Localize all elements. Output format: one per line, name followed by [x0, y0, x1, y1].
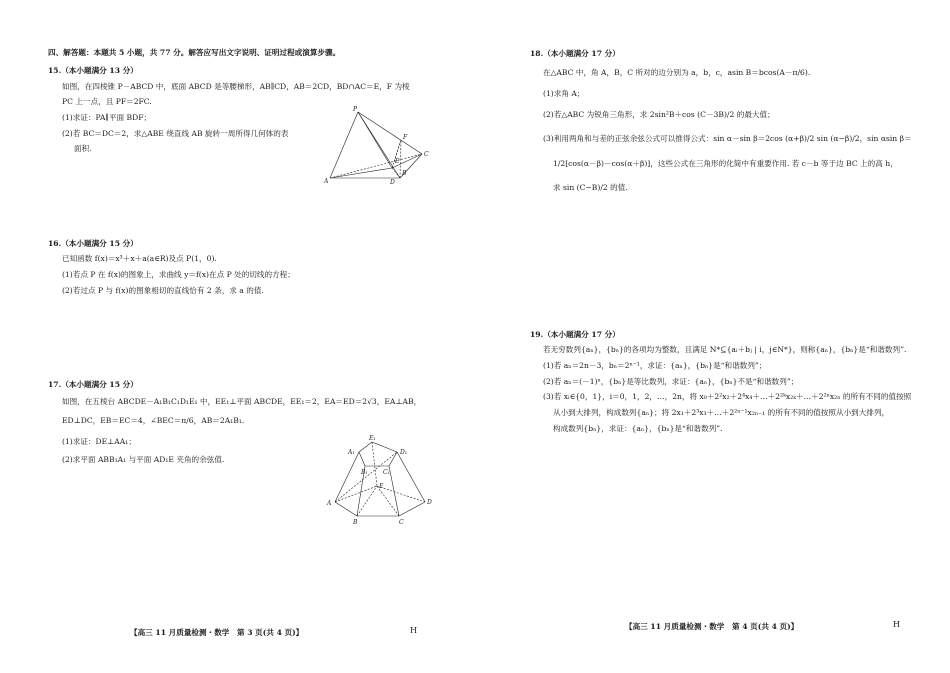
q15-part1: (1)求证：PA∥平面 BDF； — [62, 113, 152, 122]
section-header: 四、解答题：本题共 5 小题，共 77 分。解答应写出文字说明、证明过程或演算步骤。 — [48, 48, 341, 57]
q18-part2: (2)若△ABC 为锐角三角形，求 2sin²B＋cos (C－3B)/2 的最大值； — [543, 110, 775, 119]
q19-part2: (2)若 aₙ＝(－1)ⁿ，{bₙ}是等比数列，求证：{aₙ}，{bₙ}不是“和谐数列”； — [543, 377, 799, 386]
q19-line1: 若无穷数列{aₙ}，{bₙ}的各项均为整数，且满足 N*⊆{aᵢ＋bⱼ | i，j∈N*}，则称{aₙ}，{bₙ}是“和谐数列”. — [543, 345, 907, 354]
q19-part3a: (3)若 xᵢ∈{0，1}，i＝0，1，2，…，2n，将 x₀＋2²x₂＋2⁴x₄＋…＋2²ᵏx₂ₖ＋…＋2²ⁿx₂ₙ 的所有不同的值按照 — [543, 392, 912, 401]
q18-line1: 在△ABC 中，角 A，B，C 所对的边分别为 a，b，c，asin B＝bcos(A－π/6). — [543, 68, 811, 77]
q18-part1: (1)求角 A； — [543, 89, 585, 98]
edge-ad — [330, 168, 392, 178]
label-a1: A₁ — [348, 449, 355, 456]
seg-bf — [400, 140, 401, 178]
q17-part2: (2)求平面 ABB₁A₁ 与平面 AD₁E 夹角的余弦值. — [62, 455, 225, 464]
q16-part2: (2)若过点 P 与 f(x)的图象相切的直线恰有 2 条，求 a 的值. — [62, 286, 264, 295]
edge-pa — [330, 112, 358, 178]
base-cd — [399, 502, 425, 516]
label-c: C — [424, 151, 429, 158]
label-e: E — [395, 158, 400, 165]
h-mark-left: H — [410, 626, 417, 635]
top-d1e1 — [372, 442, 397, 452]
footer-page-4: 【高三 11 月质量检测・数学 第 4 页(共 4 页)】 — [625, 622, 799, 631]
label-c1: C₁ — [383, 469, 390, 476]
q16-part1: (1)若点 P 在 f(x)的图象上，求曲线 y＝f(x)在点 P 处的切线的方程； — [62, 270, 295, 279]
top-a1b1 — [359, 452, 365, 466]
label-a: A — [327, 500, 332, 507]
diag-bd — [392, 168, 400, 178]
seg-eb — [357, 486, 377, 516]
label-b: B — [353, 519, 358, 526]
q17-frustum-figure — [327, 434, 437, 526]
q18-part3a: (3)利用两角和与差的正弦余弦公式可以推得公式：sin α－sin β＝2cos (α+β)/2 sin (α−β)/2，sin αsin β＝ — [543, 134, 912, 143]
label-p: P — [353, 106, 358, 113]
label-b: B — [402, 170, 407, 177]
q15-part2a: (2)若 BC＝DC＝2，求△ABE 绕直线 AB 旋转一周所得几何体的表 — [62, 129, 289, 138]
q18-part3b: 1/2[cos(α－β)－cos(α＋β)]，这些公式在三角形的化简中有重要作用. 若 c－b 等于边 BC 上的高 h， — [553, 159, 898, 168]
diag-ac — [330, 154, 422, 178]
lat-cc1 — [389, 466, 399, 516]
label-f: F — [403, 134, 408, 141]
top-e1a1 — [359, 442, 372, 452]
q17-line2: ED⊥DC，EB＝EC＝4，∠BEC＝π/6，AB＝2A₁B₁. — [62, 416, 245, 425]
q19-part3b: 从小到大排列，构成数列{aₙ}；将 2x₁＋2³x₃＋…＋2²ⁿ⁻¹x₂ₙ₋₁ 的所有不同的值按照从小到大排列， — [553, 408, 890, 417]
label-d1: D₁ — [400, 449, 408, 456]
q16-title: 16.（本小题满分 15 分） — [48, 239, 138, 248]
q19-part1: (1)若 aₙ＝2n－3，bₙ＝2ⁿ⁻¹，求证：{aₙ}，{bₙ}是“和谐数列”； — [543, 361, 767, 370]
q19-part3c: 构成数列{bₙ}，求证：{aₙ}，{bₙ}是“和谐数列”. — [553, 424, 723, 433]
q17-part1: (1)求证：DE⊥AA₁； — [62, 437, 136, 446]
q17-line1: 如图，在五棱台 ABCDE－A₁B₁C₁D₁E₁ 中，EE₁⊥平面 ABCDE，EE₁＝2，EA＝ED＝2√3，EA⊥AB， — [62, 397, 422, 406]
seg-ad1 — [335, 452, 397, 502]
h-mark-right: H — [893, 620, 900, 629]
label-e1: E₁ — [369, 435, 376, 442]
label-c: C — [399, 519, 404, 526]
label-d: D — [427, 499, 432, 506]
base-ab — [335, 502, 357, 516]
q17-title: 17.（本小题满分 15 分） — [48, 380, 138, 389]
base-ed — [377, 486, 425, 502]
lat-ee1 — [372, 442, 377, 486]
q15-line2: PC 上一点，且 PF＝2FC. — [62, 97, 152, 106]
q15-title: 15.（本小题满分 13 分） — [48, 66, 138, 75]
label-b1: B₁ — [361, 469, 368, 476]
top-c1d1 — [389, 452, 397, 466]
q15-part2b: 面积. — [74, 144, 92, 153]
edge-pc — [358, 112, 422, 154]
lat-dd1 — [397, 452, 425, 502]
label-d: D — [390, 179, 395, 186]
label-e: E — [379, 483, 384, 490]
q15-line1: 如图，在四棱锥 P－ABCD 中，底面 ABCD 是等腰梯形，AB∥CD，AB＝2CD，BD∩AC＝E，F 为棱 — [62, 82, 410, 91]
footer-page-3: 【高三 11 月质量检测・数学 第 3 页(共 4 页)】 — [130, 628, 304, 637]
q15-pyramid-figure — [322, 108, 432, 188]
q18-part3c: 求 sin (C−B)/2 的值. — [553, 183, 628, 192]
label-a: A — [324, 178, 329, 185]
right-page — [475, 0, 950, 673]
q16-line1: 已知函数 f(x)＝x³＋x＋a(a∈R)及点 P(1，0). — [62, 254, 217, 263]
edge-pd — [358, 112, 392, 168]
q19-title: 19.（本小题满分 17 分） — [530, 330, 620, 339]
q18-title: 18.（本小题满分 17 分） — [530, 49, 620, 58]
